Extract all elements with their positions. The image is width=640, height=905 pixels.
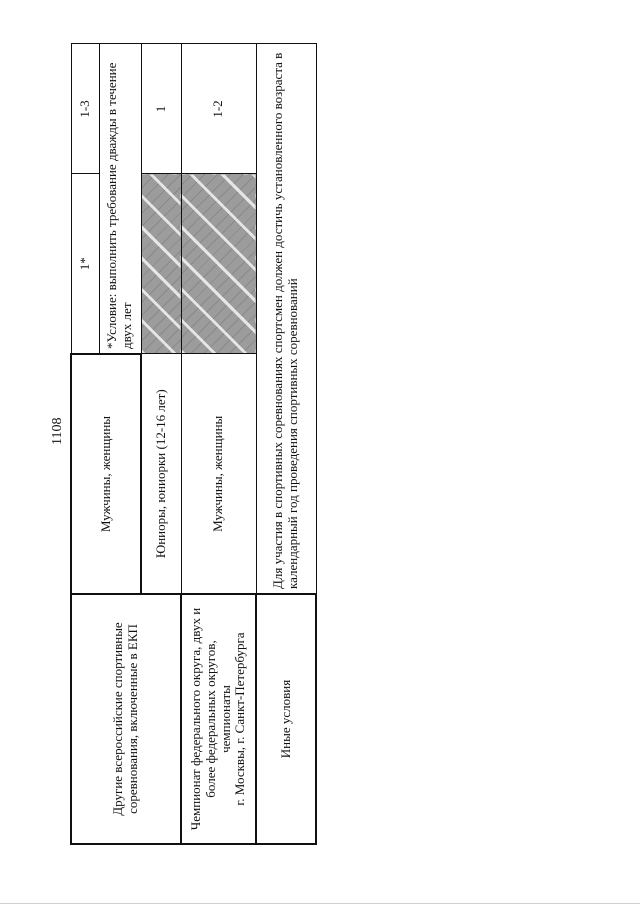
other-competitions-label: Другие всероссийские спортивные соревнования, включенные в ЕКП [71,594,181,844]
condition-note: *Условие: выполнить требование дважды в течение двух лет [99,44,141,354]
juniors-group: Юниоры, юниорки (12-16 лет) [141,354,181,594]
men-women-group: Мужчины, женщины [71,354,141,594]
page-edge-line [0,903,640,904]
federal-value: 1-2 [181,44,256,174]
sports-rank-table [70,44,317,846]
other-conditions-text: Для участия в спортивных соревнованиях спортсмен должен достичь установленного возраста в календарный год проведения спортивных соревнований [256,44,316,594]
value-1-3: 1-3 [71,44,99,174]
federal-label-line3: г. Москвы, г. Санкт-Петербурга [232,632,248,806]
federal-label-line1: Чемпионат федерального округа, двух и более федеральных округов, [187,607,218,831]
other-conditions-label: Иные условия [256,594,316,844]
page-number: 1108 [50,417,65,445]
hatched-cell [141,174,181,354]
juniors-value: 1 [141,44,181,174]
hatched-cell [181,174,256,354]
federal-championship-label [181,594,256,844]
federal-group: Мужчины, женщины [181,354,256,594]
value-1-star: 1* [71,174,99,354]
federal-label-line2: чемпионаты [217,685,233,753]
rotated-table-container [70,45,315,845]
